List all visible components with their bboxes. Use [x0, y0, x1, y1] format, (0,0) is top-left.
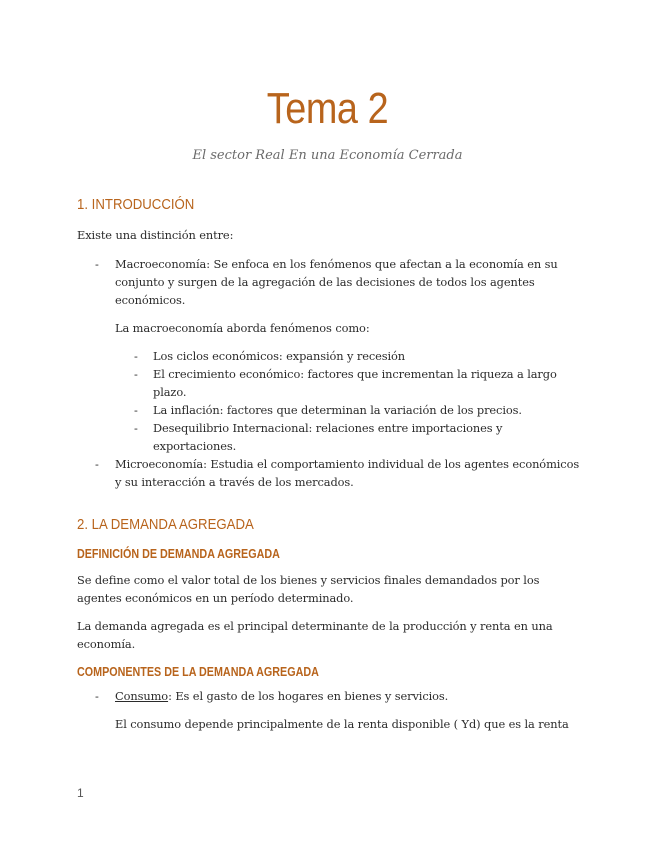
phenomenon-text: Desequilibrio Internacional: relaciones entre importaciones y exportaciones. [153, 421, 503, 453]
dash-bullet-icon: - [95, 457, 99, 471]
list-item [77, 347, 582, 365]
economics-list [77, 255, 582, 309]
list-item-consumo [77, 687, 582, 705]
heading-demanda-agregada: 2. LA DEMANDA AGREGADA [77, 516, 254, 533]
page-subtitle: El sector Real En una Economía Cerrada [192, 148, 463, 163]
micro-list [77, 455, 582, 491]
determinant-paragraph: La demanda agregada es el principal determinante de la producción y renta en una economía. [77, 619, 553, 651]
macro-subparagraph: La macroeconomía aborda fenómenos como: [115, 321, 370, 335]
page-title: Tema 2 [266, 84, 389, 133]
dash-bullet-icon: - [95, 689, 99, 703]
list-item-macroeconomia [77, 255, 582, 309]
list-item [77, 401, 582, 419]
dash-bullet-icon: - [95, 257, 99, 271]
phenomenon-text: El crecimiento económico: factores que incrementan la riqueza a largo plazo. [153, 367, 557, 399]
heading-componentes: COMPONENTES DE LA DEMANDA AGREGADA [77, 665, 319, 679]
page-number: 1 [77, 786, 84, 800]
micro-text: Microeconomía: Estudia el comportamiento individual de los agentes económicos y su interacción a través de los mercados. [115, 457, 580, 489]
list-item-microeconomia [77, 455, 582, 491]
consumo-definition: : Es el gasto de los hogares en bienes y servicios. [168, 689, 449, 703]
intro-paragraph: Existe una distinción entre: [77, 228, 234, 242]
dash-bullet-icon: - [134, 421, 138, 435]
consumo-paragraph: El consumo depende principalmente de la renta disponible ( Yd) que es la renta [115, 717, 569, 731]
components-list [77, 687, 582, 705]
heading-definicion: DEFINICIÓN DE DEMANDA AGREGADA [77, 547, 280, 561]
phenomenon-text: La inflación: factores que determinan la variación de los precios. [153, 403, 522, 417]
heading-introduccion: 1. INTRODUCCIÓN [77, 196, 195, 213]
consumo-term: Consumo [115, 689, 169, 703]
phenomenon-text: Los ciclos económicos: expansión y recesión [153, 349, 406, 363]
list-item [77, 365, 582, 401]
phenomena-list [77, 347, 582, 455]
definition-paragraph: Se define como el valor total de los bienes y servicios finales demandados por los agentes económicos en un período determinado. [77, 573, 540, 605]
dash-bullet-icon: - [134, 349, 138, 363]
macro-text: Macroeconomía: Se enfoca en los fenómenos que afectan a la economía en su conjunto y surgen de la agregación de las decisiones de todos los agentes económicos. [115, 257, 558, 307]
document-body [77, 196, 582, 733]
dash-bullet-icon: - [134, 367, 138, 381]
list-item [77, 419, 582, 455]
dash-bullet-icon: - [134, 403, 138, 417]
